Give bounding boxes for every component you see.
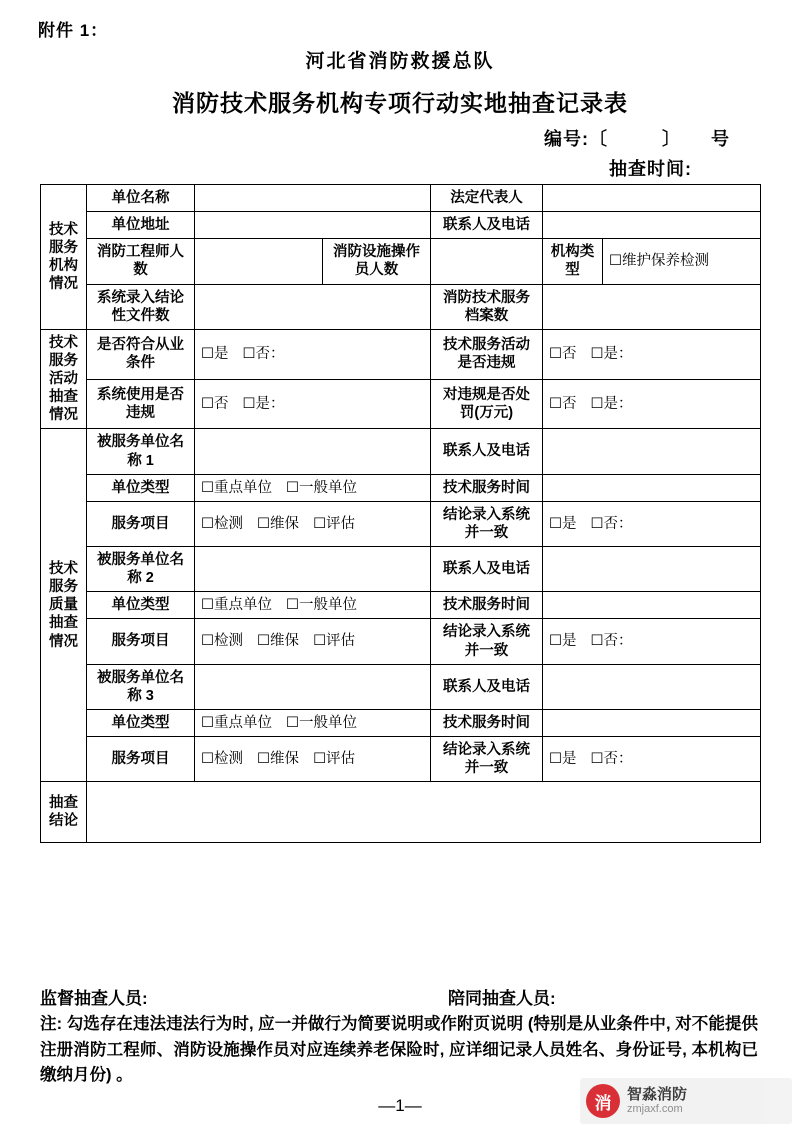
inspection-record-table [40, 184, 761, 843]
row-label-penalty: 对违规是否处罚(万元) [431, 379, 543, 429]
row-label-facility-operator-count: 消防设施操作员人数 [323, 239, 431, 284]
page-number: —1— [378, 1096, 422, 1115]
row-label-system-use-violation: 系统使用是否违规 [87, 379, 195, 429]
table-row [41, 547, 761, 592]
checkbox-item2-maintain[interactable]: ☐维保 [257, 633, 300, 650]
checkbox-activity-no[interactable]: ☐否 [549, 346, 577, 363]
org-type-option-label: 维护保养检测 [622, 253, 709, 270]
field-service-item-3[interactable] [195, 737, 431, 782]
section-label-quality-check: 技术服务质量抽查情况 [41, 429, 87, 782]
row-label-conclusion-system-3: 结论录入系统并一致 [431, 737, 543, 782]
row-label-service-item-1: 服务项目 [87, 501, 195, 546]
supervisor-label: 监督抽查人员: [40, 989, 148, 1008]
checkbox-penalty-no[interactable]: ☐否 [549, 395, 577, 412]
checkbox-systemuse-yes[interactable]: ☐是： [242, 395, 285, 412]
section-label-conclusion: 抽查结论 [41, 782, 87, 843]
field-unit-type-3[interactable] [195, 709, 431, 736]
row-label-served-contact-3: 联系人及电话 [431, 664, 543, 709]
row-label-served-unit-1: 被服务单位名称 1 [87, 429, 195, 474]
watermark [580, 1078, 792, 1124]
checkbox-meets-yes[interactable]: ☐是 [201, 346, 229, 363]
checkbox-item3-maintain[interactable]: ☐维保 [257, 751, 300, 768]
row-label-served-unit-2: 被服务单位名称 2 [87, 547, 195, 592]
field-conclusion-system-3[interactable] [543, 737, 761, 782]
field-unit-type-1[interactable] [195, 474, 431, 501]
document-number-suffix: 号 [711, 129, 730, 149]
table-row [41, 619, 761, 664]
field-archive-count[interactable] [543, 284, 761, 329]
row-label-legal-rep: 法定代表人 [431, 185, 543, 212]
row-label-contact-phone: 联系人及电话 [431, 212, 543, 239]
table-row [41, 284, 761, 329]
table-row [41, 185, 761, 212]
row-label-served-unit-3: 被服务单位名称 3 [87, 664, 195, 709]
checkbox-item1-detect[interactable]: ☐检测 [201, 515, 243, 532]
title-block [0, 46, 800, 118]
row-label-service-time-1: 技术服务时间 [431, 474, 543, 501]
checkbox-activity-yes[interactable]: ☐是： [590, 346, 633, 363]
field-served-unit-1[interactable] [195, 429, 431, 474]
field-conclusion-system-2[interactable] [543, 619, 761, 664]
row-label-service-item-3: 服务项目 [87, 737, 195, 782]
row-label-service-time-2: 技术服务时间 [431, 592, 543, 619]
checkbox-item2-detect[interactable]: ☐检测 [201, 633, 243, 650]
table-row [41, 474, 761, 501]
table-row [41, 379, 761, 429]
row-label-unit-name: 单位名称 [87, 185, 195, 212]
row-label-unit-type-3: 单位类型 [87, 709, 195, 736]
field-conclusion-system-1[interactable] [543, 501, 761, 546]
table-row [41, 239, 761, 284]
field-service-item-1[interactable] [195, 501, 431, 546]
checkbox-concl1-no[interactable]: ☐否： [590, 515, 633, 532]
section-label-org-info: 技术服务机构情况 [41, 185, 87, 330]
field-service-time-1[interactable] [543, 474, 761, 501]
document-number-bracket-close: 〕 [662, 129, 681, 149]
watermark-subtitle: zmjaxf.com [627, 1103, 683, 1116]
row-label-served-contact-1: 联系人及电话 [431, 429, 543, 474]
attachment-label: 附件 1： [38, 21, 109, 40]
field-conclusion[interactable] [87, 782, 761, 843]
row-label-org-type: 机构类型 [543, 239, 603, 284]
section-label-activity-check: 技术服务活动抽查情况 [41, 329, 87, 429]
checkbox-unittype3-general[interactable]: ☐一般单位 [286, 714, 358, 731]
field-org-type[interactable]: ☐维护保养检测 [603, 239, 761, 284]
field-fire-engineer-count[interactable] [195, 239, 323, 284]
checkbox-concl1-yes[interactable]: ☐是 [549, 515, 577, 532]
field-served-contact-1[interactable] [543, 429, 761, 474]
checkbox-item1-maintain[interactable]: ☐维保 [257, 515, 300, 532]
row-label-served-contact-2: 联系人及电话 [431, 547, 543, 592]
checkbox-penalty-yes[interactable]: ☐是： [590, 395, 633, 412]
row-label-service-time-3: 技术服务时间 [431, 709, 543, 736]
checkbox-meets-no[interactable]: ☐否： [242, 346, 285, 363]
row-label-conclusion-system-2: 结论录入系统并一致 [431, 619, 543, 664]
table-row [41, 501, 761, 546]
row-label-fire-engineer-count: 消防工程师人数 [87, 239, 195, 284]
field-service-item-2[interactable] [195, 619, 431, 664]
field-contact-phone[interactable] [543, 212, 761, 239]
field-facility-operator-count[interactable] [431, 239, 543, 284]
field-penalty[interactable] [543, 379, 761, 429]
checkbox-unittype2-key[interactable]: ☐重点单位 [201, 597, 272, 614]
row-label-conclusion-system-1: 结论录入系统并一致 [431, 501, 543, 546]
checkbox-unittype1-key[interactable]: ☐重点单位 [201, 479, 272, 496]
field-unit-name[interactable] [195, 185, 431, 212]
row-label-meets-conditions: 是否符合从业条件 [87, 329, 195, 379]
table-row [41, 709, 761, 736]
field-served-unit-3[interactable] [195, 664, 431, 709]
field-served-contact-2[interactable] [543, 547, 761, 592]
checkbox-unittype2-general[interactable]: ☐一般单位 [286, 597, 358, 614]
field-activity-violation[interactable] [543, 329, 761, 379]
row-label-unit-type-2: 单位类型 [87, 592, 195, 619]
checkbox-item3-detect[interactable]: ☐检测 [201, 751, 243, 768]
checkbox-concl3-yes[interactable]: ☐是 [549, 751, 577, 768]
document-number-line [544, 125, 730, 151]
note-text: 注: 勾选存在违法违法行为时, 应一并做行为简要说明或作附页说明 (特别是从业条件中, 对不能提供注册消防工程师、消防设施操作员对应连续养老保险时, 应详细记录人员姓名、身份证号, 本机构已缴纳月份) 。 [40, 1015, 758, 1085]
field-served-contact-3[interactable] [543, 664, 761, 709]
field-unit-type-2[interactable] [195, 592, 431, 619]
checkbox-unittype3-key[interactable]: ☐重点单位 [201, 714, 272, 731]
field-system-use-violation[interactable] [195, 379, 431, 429]
table-row [41, 329, 761, 379]
row-label-system-doc-count: 系统录入结论性文件数 [87, 284, 195, 329]
document-number-prefix: 编号:〔 [544, 129, 608, 149]
field-meets-conditions[interactable] [195, 329, 431, 379]
field-served-unit-2[interactable] [195, 547, 431, 592]
checkbox-systemuse-no[interactable]: ☐否 [201, 395, 229, 412]
table-row [41, 212, 761, 239]
row-label-archive-count: 消防技术服务档案数 [431, 284, 543, 329]
table-row [41, 429, 761, 474]
row-label-service-item-2: 服务项目 [87, 619, 195, 664]
inspection-time-label: 抽查时间: [609, 159, 692, 179]
checkbox-concl2-yes[interactable]: ☐是 [549, 633, 577, 650]
field-legal-rep[interactable] [543, 185, 761, 212]
field-service-time-3[interactable] [543, 709, 761, 736]
accompany-label: 陪同抽查人员: [448, 989, 556, 1008]
checkbox-concl2-no[interactable]: ☐否： [590, 633, 633, 650]
checkbox-concl3-no[interactable]: ☐否： [590, 751, 633, 768]
checkbox-item2-assess[interactable]: ☐评估 [313, 633, 356, 650]
field-service-time-2[interactable] [543, 592, 761, 619]
watermark-title: 智淼消防 [627, 1086, 688, 1104]
table-row [41, 664, 761, 709]
checkbox-item3-assess[interactable]: ☐评估 [313, 751, 356, 768]
row-label-unit-type-1: 单位类型 [87, 474, 195, 501]
title-line-2: 消防技术服务机构专项行动实地抽查记录表 [172, 90, 628, 116]
field-unit-address[interactable] [195, 212, 431, 239]
title-line-1: 河北省消防救援总队 [305, 51, 495, 72]
row-label-activity-violation: 技术服务活动是否违规 [431, 329, 543, 379]
watermark-logo-icon: 消 [586, 1084, 620, 1118]
table-row [41, 737, 761, 782]
field-system-doc-count[interactable] [195, 284, 431, 329]
checkbox-item1-assess[interactable]: ☐评估 [313, 515, 356, 532]
row-label-unit-address: 单位地址 [87, 212, 195, 239]
table-row [41, 782, 761, 843]
checkbox-unittype1-general[interactable]: ☐一般单位 [286, 479, 358, 496]
table-row [41, 592, 761, 619]
